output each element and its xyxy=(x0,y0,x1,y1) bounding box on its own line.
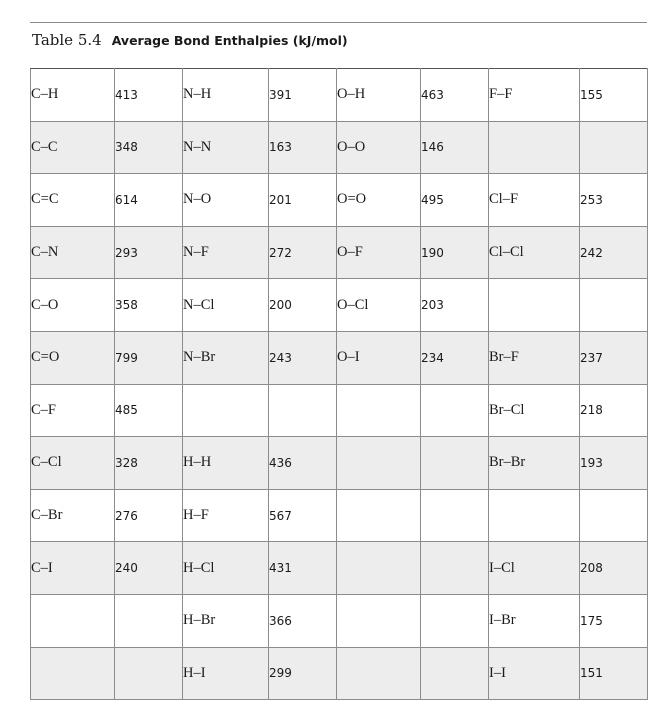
bond-cell: N–Cl xyxy=(183,279,269,332)
bond-cell: Br–Br xyxy=(489,437,580,490)
enthalpy-cell: 201 xyxy=(269,174,337,227)
enthalpy-cell: 163 xyxy=(269,121,337,174)
bond-cell: I–Br xyxy=(489,594,580,647)
bond-cell: O–Cl xyxy=(337,279,421,332)
table-row xyxy=(31,69,648,122)
table-number: Table 5.4 xyxy=(32,31,102,49)
enthalpy-cell: 358 xyxy=(115,279,183,332)
table-row xyxy=(31,384,648,437)
enthalpy-cell: 348 xyxy=(115,121,183,174)
enthalpy-cell xyxy=(115,647,183,700)
bond-cell: C–N xyxy=(31,226,115,279)
enthalpy-cell: 391 xyxy=(269,69,337,122)
enthalpy-cell xyxy=(580,121,648,174)
bond-cell xyxy=(337,384,421,437)
enthalpy-cell: 485 xyxy=(115,384,183,437)
enthalpy-cell: 203 xyxy=(421,279,489,332)
enthalpy-cell xyxy=(580,279,648,332)
bond-cell: O–F xyxy=(337,226,421,279)
enthalpy-cell xyxy=(421,542,489,595)
bond-cell xyxy=(31,647,115,700)
bond-cell: C–H xyxy=(31,69,115,122)
bond-cell: H–Br xyxy=(183,594,269,647)
bond-cell: H–Cl xyxy=(183,542,269,595)
enthalpy-cell: 234 xyxy=(421,331,489,384)
enthalpy-cell: 276 xyxy=(115,489,183,542)
bond-cell: I–Cl xyxy=(489,542,580,595)
bond-cell: C=O xyxy=(31,331,115,384)
bond-cell: O=O xyxy=(337,174,421,227)
bond-cell: O–O xyxy=(337,121,421,174)
bond-cell: C–Br xyxy=(31,489,115,542)
enthalpy-cell xyxy=(421,594,489,647)
enthalpy-cell: 193 xyxy=(580,437,648,490)
enthalpy-cell: 366 xyxy=(269,594,337,647)
enthalpy-cell: 240 xyxy=(115,542,183,595)
bond-cell: N–O xyxy=(183,174,269,227)
bond-cell xyxy=(489,489,580,542)
enthalpy-cell: 208 xyxy=(580,542,648,595)
enthalpy-cell: 243 xyxy=(269,331,337,384)
table-row xyxy=(31,489,648,542)
enthalpy-cell xyxy=(421,489,489,542)
bond-cell: Br–F xyxy=(489,331,580,384)
table-row xyxy=(31,594,648,647)
enthalpy-cell: 799 xyxy=(115,331,183,384)
enthalpy-cell: 299 xyxy=(269,647,337,700)
bond-cell: H–I xyxy=(183,647,269,700)
bond-cell: C–Cl xyxy=(31,437,115,490)
enthalpy-cell: 272 xyxy=(269,226,337,279)
bond-cell: N–F xyxy=(183,226,269,279)
enthalpy-cell xyxy=(421,647,489,700)
bond-cell: Br–Cl xyxy=(489,384,580,437)
enthalpy-cell: 146 xyxy=(421,121,489,174)
enthalpy-cell xyxy=(421,437,489,490)
enthalpy-cell: 431 xyxy=(269,542,337,595)
bond-cell: I–I xyxy=(489,647,580,700)
enthalpy-cell: 413 xyxy=(115,69,183,122)
enthalpy-cell xyxy=(421,384,489,437)
enthalpy-cell: 436 xyxy=(269,437,337,490)
bond-cell: Cl–F xyxy=(489,174,580,227)
enthalpy-cell xyxy=(269,384,337,437)
bond-cell: N–H xyxy=(183,69,269,122)
table-row xyxy=(31,279,648,332)
bond-cell xyxy=(31,594,115,647)
enthalpy-cell: 237 xyxy=(580,331,648,384)
table-row xyxy=(31,542,648,595)
bond-cell xyxy=(337,594,421,647)
enthalpy-cell: 218 xyxy=(580,384,648,437)
table-title: Average Bond Enthalpies (kJ/mol) xyxy=(111,33,348,48)
table-row xyxy=(31,331,648,384)
bond-cell xyxy=(489,279,580,332)
enthalpy-cell: 175 xyxy=(580,594,648,647)
bond-cell: O–H xyxy=(337,69,421,122)
bond-cell: C–O xyxy=(31,279,115,332)
enthalpy-cell: 293 xyxy=(115,226,183,279)
bond-cell xyxy=(337,542,421,595)
enthalpy-cell: 155 xyxy=(580,69,648,122)
bond-cell: C–F xyxy=(31,384,115,437)
enthalpy-cell xyxy=(115,594,183,647)
table-row xyxy=(31,226,648,279)
bond-cell xyxy=(337,647,421,700)
bond-enthalpy-table xyxy=(30,68,648,700)
enthalpy-cell: 190 xyxy=(421,226,489,279)
bond-cell: H–H xyxy=(183,437,269,490)
bond-cell: C–I xyxy=(31,542,115,595)
enthalpy-cell: 242 xyxy=(580,226,648,279)
table-row xyxy=(31,121,648,174)
bond-cell: C–C xyxy=(31,121,115,174)
bond-cell xyxy=(489,121,580,174)
table-row xyxy=(31,647,648,700)
enthalpy-cell: 495 xyxy=(421,174,489,227)
bond-cell: Cl–Cl xyxy=(489,226,580,279)
enthalpy-cell: 614 xyxy=(115,174,183,227)
enthalpy-cell: 253 xyxy=(580,174,648,227)
enthalpy-cell: 567 xyxy=(269,489,337,542)
enthalpy-cell: 463 xyxy=(421,69,489,122)
bond-cell: F–F xyxy=(489,69,580,122)
top-rule xyxy=(30,22,647,23)
bond-cell: C=C xyxy=(31,174,115,227)
bond-cell: O–I xyxy=(337,331,421,384)
enthalpy-cell xyxy=(580,489,648,542)
table-row xyxy=(31,437,648,490)
table-row xyxy=(31,174,648,227)
enthalpy-cell: 328 xyxy=(115,437,183,490)
table-caption xyxy=(32,31,348,50)
bond-cell: H–F xyxy=(183,489,269,542)
bond-cell xyxy=(337,489,421,542)
bond-cell: N–N xyxy=(183,121,269,174)
enthalpy-cell: 151 xyxy=(580,647,648,700)
bond-cell xyxy=(337,437,421,490)
enthalpy-cell: 200 xyxy=(269,279,337,332)
bond-cell: N–Br xyxy=(183,331,269,384)
bond-cell xyxy=(183,384,269,437)
